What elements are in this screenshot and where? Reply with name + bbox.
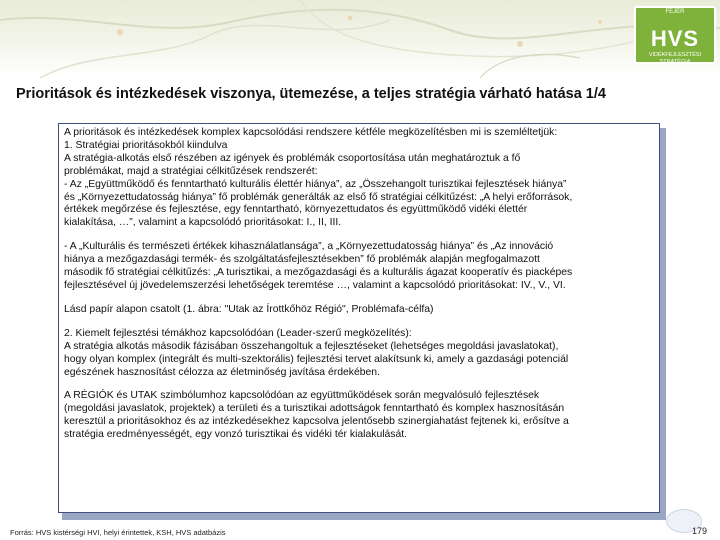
text-line: problémákat, majd a stratégiai célkitűzések rendszerét: — [64, 165, 318, 177]
text-line: - A „Kulturális és természeti értékek kihasználatlansága”, a „Környezettudatosság hiánya” és „Az innováció — [64, 241, 554, 253]
text-line: 1. Stratégiai prioritásokból kiindulva — [64, 139, 228, 151]
text-line: stratégia eredményességét, egy vonzó turisztikai és vidéki tér kialakulását. — [64, 429, 408, 441]
text-line: hiánya a mezőgazdasági termék- és szolgáltatásfejlesztésekben” fő problémák alapján megfogalmazott — [64, 254, 540, 266]
logo-brand: HVS — [650, 26, 700, 51]
map-background — [0, 0, 720, 78]
text-line: értékek megőrzése és fejlesztése, egy fenntartható, környezettudatos és együttműködő vidéki élettér — [64, 204, 528, 216]
logo-tagline: VIDÉKFEJLESZTÉSI STRATÉGIA — [648, 52, 702, 65]
hvs-logo — [634, 6, 716, 64]
text-line: A RÉGIÓK és UTAK szimbólumhoz kapcsolódóan az együttműködések során megvalósuló fejlesztések — [64, 390, 540, 402]
page-title: Prioritások és intézkedések viszonya, ütemezése, a teljes stratégia várható hatása 1/4 — [16, 86, 606, 102]
paragraph — [64, 328, 654, 380]
text-line: hogy olyan komplex (integrált és multi-szektorális) fejlesztési tervet alakítsunk ki, amely a gazdasági potenciál — [64, 353, 569, 365]
text-line: és „Környezettudatosság hiánya” fő problémák generálták az első fő stratégiai célkitűzést: „A helyi erőforrások, — [64, 191, 573, 203]
text-line: - Az „Együttműködő és fenntartható kulturális élettér hiánya”, az „Összehangolt turisztikai fejlesztések hiánya” — [64, 178, 567, 190]
text-line: keresztül a prioritásokhoz és az intézkedésekhez kapcsolva jelentősebb szinergiahatást fejtenek ki, erősítve a — [64, 416, 569, 428]
paragraph — [64, 304, 654, 317]
content-box — [58, 123, 660, 513]
text-line: A stratégia-alkotás első részében az igények és problémák csoportosítása után meghatároztuk a fő — [64, 152, 521, 164]
text-line: (megoldási javaslatok, projektek) a területi és a turisztikai adottságok fenntartható és komplex hasznosításán — [64, 403, 565, 415]
text-line: egészének hasznosítást célozza az életminőség javítása érdekében. — [64, 366, 380, 378]
paragraph — [64, 241, 654, 293]
text-line: kialakítása, …”, valamint a kapcsolódó prioritásokat: I., II, III. — [64, 217, 342, 229]
page-number: 179 — [692, 526, 708, 536]
text-line: 2. Kiemelt fejlesztési témákhoz kapcsolódóan (Leader-szerű megközelítés): — [64, 327, 412, 339]
text-line: második fő stratégiai célkitűzés: „A turisztikai, a mezőgazdasági és a kulturális ágazat kooperatív és piacképes — [64, 267, 573, 279]
text-line: fejlesztésével új jövedelemszerzési lehetőségek teremtése …, valamint a kapcsolódó prioritásokat: IV., V., VI. — [64, 279, 566, 291]
header-banner — [0, 0, 720, 78]
paragraph — [64, 127, 654, 230]
text-line: Lásd papír alapon csatolt (1. ábra: "Utak az Írottkőhöz Régió", Problémafa-célfa) — [64, 303, 434, 315]
text-line: A prioritások és intézkedések komplex kapcsolódási rendszere kétféle megközelítésben mi is szemléltetjük: — [64, 127, 558, 138]
text-line: A stratégia alkotás második fázisában összehangoltuk a fejlesztéseket (lehetséges megoldási javaslatokat), — [64, 340, 559, 352]
logo-tag: FEJÉR — [665, 9, 685, 15]
source-note: Forrás: HVS kistérségi HVI, helyi érintettek, KSH, HVS adatbázis — [10, 528, 226, 537]
paragraph — [64, 390, 654, 442]
